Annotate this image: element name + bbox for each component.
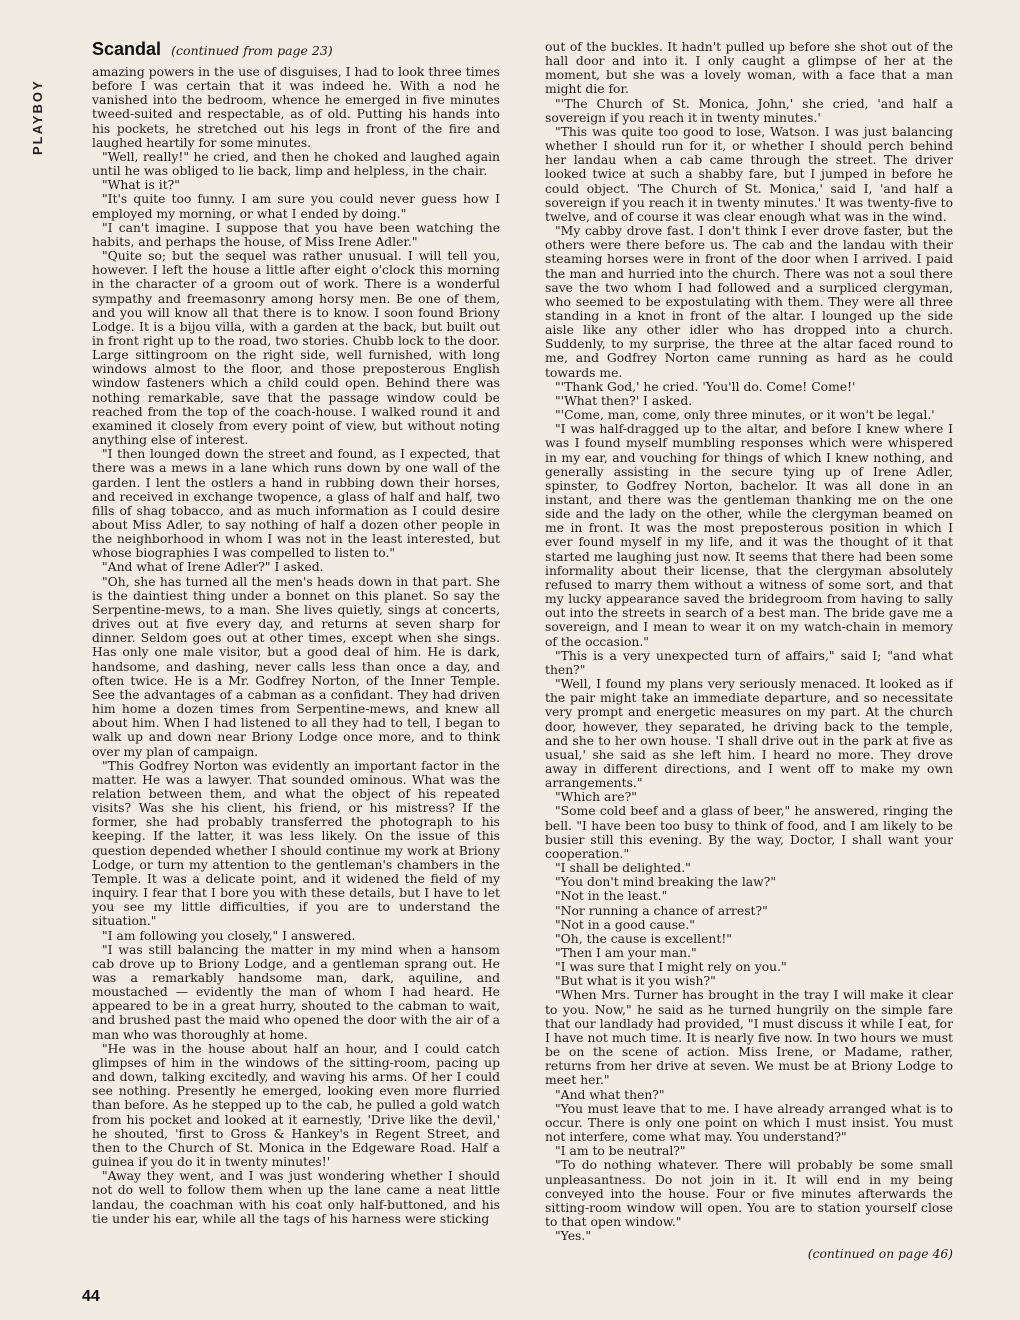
paragraph: "You don't mind breaking the law?" xyxy=(555,875,777,890)
right-column-text xyxy=(545,40,953,1243)
paragraph: "This is a very unexpected turn of affairs," said I; "and what then?" xyxy=(545,648,953,677)
magazine-masthead: PLAYBOY xyxy=(30,79,45,156)
paragraph: "Away they went, and I was just wondering whether I should not do well to follow them when up the lane came a neat little landau, the coachman with his coat only half-buttoned, and his tie under his ear, while all the tags of his harness were sticking xyxy=(92,1169,500,1226)
paragraph: "I then lounged down the street and found, as I expected, that there was a mews in a lane which runs down by one wall of the garden. I lent the ostlers a hand in rubbing down their horses, and received in exchange twopence, a glass of half and half, two fills of shag tobacco, and as much information as I could desire about Miss Adler, to say nothing of half a dozen other people in the neighborhood in whom I was not in the least interested, but whose biographies I was compelled to listen to." xyxy=(92,447,500,561)
paragraph: out of the buckles. It hadn't pulled up before she shot out of the hall door and into it. I only caught a glimpse of her at the moment, but she was a lovely woman, with a face that a man might die for. xyxy=(545,40,953,97)
paragraph: "And what of Irene Adler?" I asked. xyxy=(102,560,324,575)
paragraph: "It's quite too funny. I am sure you could never guess how I employed my morning, or what I ended by doing." xyxy=(92,192,500,221)
paragraph: "Well, really!" he cried, and then he choked and laughed again until he was obliged to lie back, limp and helpless, in the chair. xyxy=(92,149,500,179)
paragraph: "Yes." xyxy=(555,1229,591,1244)
paragraph: "Oh, the cause is excellent!" xyxy=(555,931,732,946)
paragraph: "Not in the least." xyxy=(555,889,668,904)
paragraph: "Nor running a chance of arrest?" xyxy=(555,903,768,918)
article-title: Scandal xyxy=(92,40,162,59)
paragraph: "You must leave that to me. I have already arranged what is to occur. There is only one point on which I must insist. You must not interfere, come what may. You understand?" xyxy=(545,1101,953,1145)
right-column xyxy=(545,40,953,1265)
continued-note: (continued on page 46) xyxy=(807,1247,953,1262)
left-column-text xyxy=(92,65,500,1226)
paragraph: "I am following you closely," I answered. xyxy=(102,928,356,943)
paragraph: "I was still balancing the matter in my mind when a hansom cab drove up to Briony Lodge, and a gentleman sprang out. He was a remarkably handsome man, dark, aquiline, and moustached — evidently the man of whom I had heard. He appeared to be in a great hurry, shouted to the cabman to wait, and brushed past the maid who opened the door with the air of a man who was thoroughly at home. xyxy=(92,942,500,1042)
paragraph: amazing powers in the use of disguises, I had to look three times before I was certain that it was indeed he. With a nod he vanished into the bedroom, whence he emerged in five minutes tweed-suited and respectable, as of old. Putting his hands into his pockets, he stretched out his legs in front of the fire and laughed heartily for some minutes. xyxy=(92,65,500,150)
paragraph: "Not in a good cause." xyxy=(555,917,695,932)
article-subtitle: (continued from page 23) xyxy=(171,43,333,58)
paragraph: "But what is it you wish?" xyxy=(555,974,716,989)
paragraph: "My cabby drove fast. I don't think I ever drove faster, but the others were there before us. The cab and the landau with their steaming horses were in front of the door when I arrived. I paid the man and hurried into the church. There was not a soul there save the two whom I had followed and a surpliced clergyman, who seemed to be expostulating with them. They were all three standing in a knot in front of the altar. I lounged up the side aisle like any other idler who has dropped into a church. Suddenly, to my surprise, the three at the altar faced round to me, and Godfrey Norton came running as hard as he could towards me. xyxy=(545,224,953,380)
page-number: 44 xyxy=(82,1288,100,1305)
paragraph: "I was sure that I might rely on you." xyxy=(555,960,787,975)
paragraph: "Then I am your man." xyxy=(555,946,697,960)
paragraph: "Some cold beef and a glass of beer," he answered, ringing the bell. "I have been too busy to think of food, and I am likely to be busier still this evening. By the way, Doctor, I shall want your cooperation." xyxy=(545,804,953,861)
article-heading xyxy=(92,40,500,61)
paragraph: "'Thank God,' he cried. 'You'll do. Come! Come!' xyxy=(555,379,856,394)
paragraph: "Well, I found my plans very seriously menaced. It looked as if the pair might take an immediate departure, and so necessitate very prompt and energetic measures on my part. At the church door, however, they separated, he driving back to the temple, and she to her own house. 'I shall drive out in the park at five as usual,' she said as she left him. I heard no more. They drove away in different directions, and I went off to make my own arrangements." xyxy=(545,677,953,791)
paragraph: "Quite so; but the sequel was rather unusual. I will tell you, however. I left the house a little after eight o'clock this morning in the character of a groom out of work. There is a wonderful sympathy and freemasonry among horsy men. Be one of them, and you will know all that there is to know. I soon found Briony Lodge. It is a bijou villa, with a garden at the back, but built out in front right up to the road, two stories. Chubb lock to the door. Large sittingroom on the right side, well furnished, with long windows almost to the floor, and those preposterous English window fasteners which a child could open. Behind there was nothing remarkable, save that the passage window could be reached from the top of the coach-house. I walked round it and examined it closely from every point of view, but without noting anything else of interest. xyxy=(92,249,500,448)
paragraph: "What is it?" xyxy=(102,178,180,193)
paragraph: "And what then?" xyxy=(555,1087,665,1102)
paragraph: "I shall be delighted." xyxy=(555,861,691,876)
paragraph: "'The Church of St. Monica, John,' she cried, 'and half a sovereign if you reach it in twenty minutes.' xyxy=(545,96,953,125)
paragraph: "I can't imagine. I suppose that you have been watching the habits, and perhaps the house, of Miss Irene Adler." xyxy=(92,220,500,249)
paragraph: "This Godfrey Norton was evidently an important factor in the matter. He was a lawyer. That sounded ominous. What was the relation between them, and what the object of his repeated visits? Was she his client, his friend, or his mistress? If the former, she had probably transferred the photograph to his keeping. If the latter, it was less likely. On the issue of this question depended whether I should continue my work at Briony Lodge, or turn my attention to the gentleman's chambers in the Temple. It was a delicate point, and it widened the field of my inquiry. I fear that I bore you with these details, but I have to let you see my little difficulties, if you are to understand the situation." xyxy=(92,758,500,929)
paragraph: "I am to be neutral?" xyxy=(555,1144,686,1159)
paragraph: "Which are?" xyxy=(555,790,637,805)
paragraph: "When Mrs. Turner has brought in the tray I will make it clear to you. Now," he said as he turned hungrily on the simple fare that our landlady had provided, "I must discuss it while I eat, for I have not much time. It is nearly five now. In two hours we must be on the scene of action. Miss Irene, or Madame, rather, returns from her drive at seven. We must be at Briony Lodge to meet her." xyxy=(545,988,953,1088)
paragraph: "Oh, she has turned all the men's heads down in that part. She is the daintiest thing under a bonnet on this planet. So say the Serpentine-mews, to a man. She lives quietly, sings at concerts, drives out at five every day, and returns at seven sharp for dinner. Seldom goes out at other times, except when she sings. Has only one male visitor, but a good deal of him. He is dark, handsome, and dashing, never calls less than once a day, and often twice. He is a Mr. Godfrey Norton, of the Inner Temple. See the advantages of a cabman as a confidant. They had driven him home a dozen times from Serpentine-mews, and knew all about him. When I had listened to all they had to tell, I began to walk up and down near Briony Lodge once more, and to think over my plan of campaign. xyxy=(92,574,500,759)
paragraph: "This was quite too good to lose, Watson. I was just balancing whether I should run for it, or whether I should perch behind her landau when a cab came through the street. The driver looked twice at such a shabby fare, but I jumped in before he could object. 'The Church of St. Monica,' said I, 'and half a sovereign if you reach it in twenty minutes.' It was twenty-five to twelve, and of course it was clear enough what was in the wind. xyxy=(545,124,953,224)
paragraph: "To do nothing whatever. There will probably be some small unpleasantness. Do not join in it. It will end in my being conveyed into the house. Four or five minutes afterwards the sitting-room window will open. You are to station yourself close to that open window." xyxy=(545,1158,953,1229)
left-column xyxy=(92,40,500,1265)
paragraph: "He was in the house about half an hour, and I could catch glimpses of him in the windows of the sitting-room, pacing up and down, talking excitedly, and waving his arms. Of her I could see nothing. Presently he emerged, looking even more flurried than before. As he stepped up to the cab, he pulled a gold watch from his pocket and looked at it earnestly, 'Drive like the devil,' he shouted, 'first to Gross & Hankey's in Regent Street, and then to the Church of St. Monica in the Edgeware Road. Half a guinea if you do it in twenty minutes!' xyxy=(92,1041,500,1170)
paragraph: "'Come, man, come, only three minutes, or it won't be legal.' xyxy=(555,408,935,423)
paragraph: "'What then?' I asked. xyxy=(555,393,693,408)
paragraph: "I was half-dragged up to the altar, and before I knew where I was I found myself mumbling responses which were whispered in my ear, and vouching for things of which I knew nothing, and generally assisting in the secure tying up of Irene Adler, spinster, to Godfrey Norton, bachelor. It was all done in an instant, and there was the gentleman thanking me on the one side and the lady on the other, while the clergyman beamed on me in front. It was the most preposterous position in which I ever found myself in my life, and it was the thought of it that started me laughing just now. It seems that there had been some informality about their license, that the clergyman absolutely refused to marry them without a witness of some sort, and that my lucky appearance saved the bridegroom from having to sally out into the streets in search of a best man. The bride gave me a sovereign, and I mean to wear it on my watch-chain in memory of the occasion." xyxy=(545,422,953,649)
